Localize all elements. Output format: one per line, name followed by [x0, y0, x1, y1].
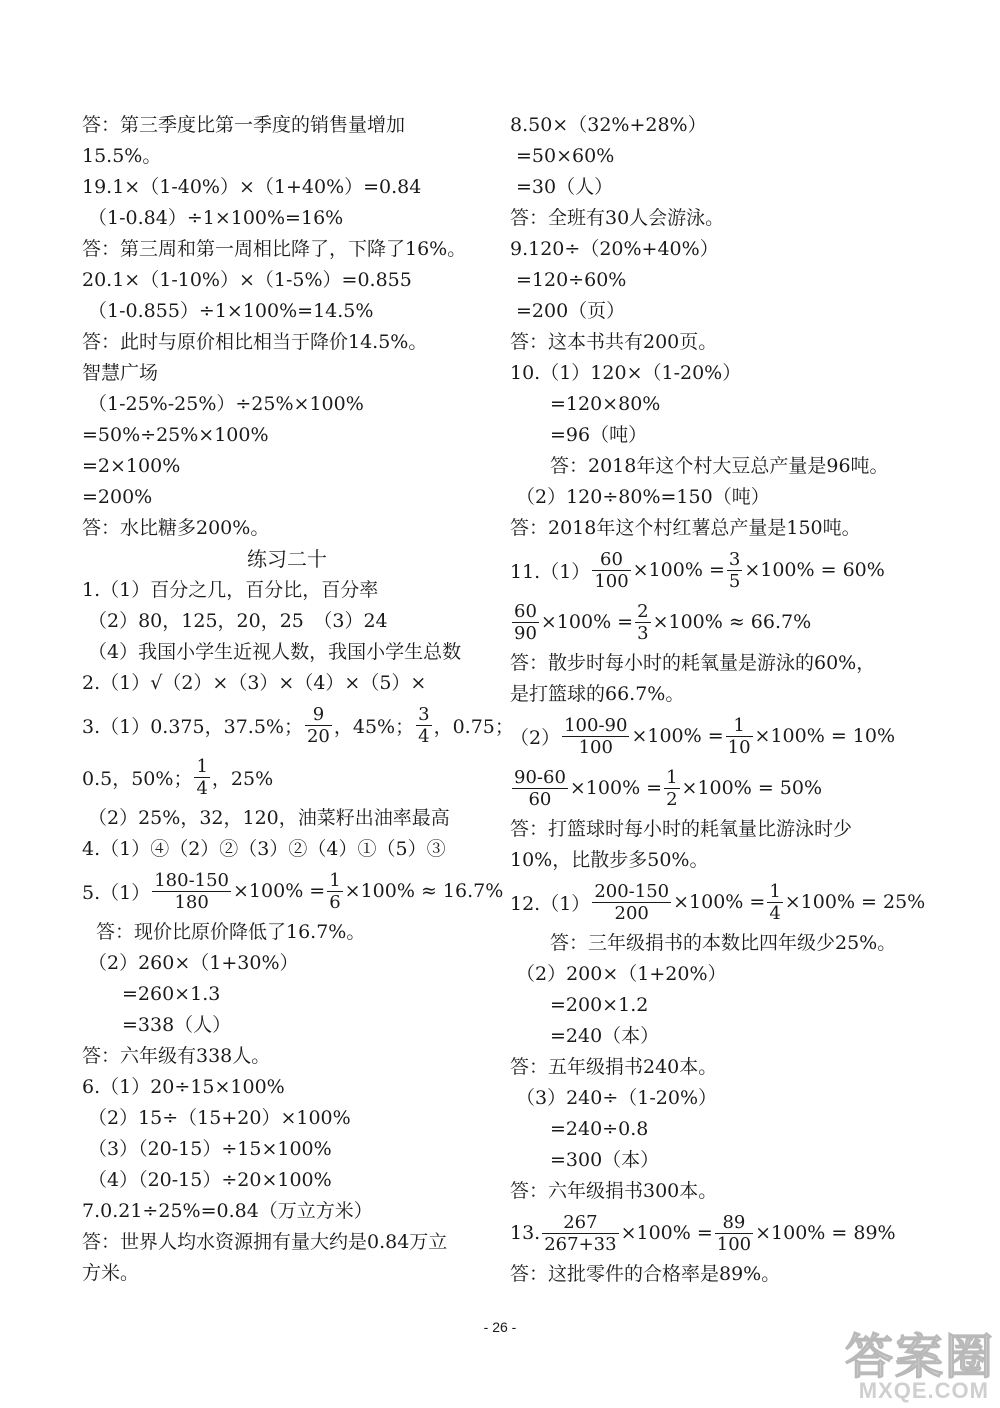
- calc-line: =30（人）: [516, 176, 614, 198]
- answer-line: 答：第三季度比第一季度的销售量增加: [82, 114, 406, 136]
- numerator: 180-150: [154, 869, 230, 891]
- text: ×100% = 25%: [784, 891, 926, 913]
- numerator: 2: [637, 600, 649, 622]
- calc-line: （4）我国小学生近视人数，我国小学生总数: [88, 641, 462, 663]
- calc-line: （3）（20-15）÷15×100%: [88, 1138, 332, 1160]
- answer-line: 答：散步时每小时的耗氧量是游泳的60%，: [510, 652, 876, 674]
- calc-line: =96（吨）: [550, 424, 648, 446]
- left-column: [82, 110, 514, 1289]
- numerator: 1: [666, 766, 678, 788]
- calc-line: （4）（20-15）÷20×100%: [88, 1169, 332, 1191]
- denominator: 5: [728, 570, 741, 592]
- fraction: [416, 704, 431, 747]
- calc-line: （1-0.855）÷1×100%=14.5%: [88, 300, 374, 322]
- calc-line: =50%÷25%×100%: [82, 424, 269, 446]
- denominator: 2: [666, 788, 678, 810]
- problem-19: 19.1×（1-40%）×（1+40%）=0.84: [82, 176, 422, 198]
- text: 11.（1）: [510, 560, 591, 583]
- calc-line: （1-0.84）÷1×100%=16%: [88, 207, 344, 229]
- problem-6: 6.（1）20÷15×100%: [82, 1076, 285, 1098]
- numerator: 267: [563, 1211, 598, 1233]
- problem-20: 20.1×（1-10%）×（1-5%）=0.855: [82, 269, 412, 291]
- right-column: [510, 110, 930, 1290]
- text: ×100% =: [569, 777, 663, 799]
- calc-line: =240÷0.8: [550, 1118, 649, 1140]
- denominator: 6: [329, 891, 341, 913]
- fraction: [726, 715, 753, 758]
- answer-line: 答：2018年这个村大豆总产量是96吨。: [550, 455, 889, 477]
- denominator: 100: [594, 570, 629, 592]
- text: 13.: [510, 1222, 541, 1244]
- denominator: 180: [152, 891, 231, 913]
- problem-5-line: [82, 865, 504, 917]
- denominator: 4: [418, 725, 430, 747]
- section-title: 智慧广场: [82, 362, 159, 384]
- calc-line: =120÷60%: [516, 269, 627, 291]
- numerator: 100-90: [564, 714, 628, 736]
- answer-line: 答：2018年这个村红薯总产量是150吨。: [510, 517, 861, 539]
- text: ，0.75；: [433, 715, 514, 738]
- answer-line: 是打篮球的66.7%。: [510, 683, 685, 705]
- calc-line: （2）80，125，20，25 （3）24: [88, 610, 388, 632]
- text: ，45%；: [333, 715, 415, 738]
- calc-line: （2）200×（1+20%）: [516, 963, 727, 985]
- problem-13-line: [510, 1207, 930, 1259]
- text: ×100% =: [233, 880, 326, 902]
- denominator: 20: [306, 725, 330, 747]
- answer-line: 答：三年级捐书的本数比四年级少25%。: [550, 932, 897, 954]
- fraction: [727, 549, 742, 592]
- calc-line: =240（本）: [550, 1025, 660, 1047]
- answer-line: 答：现价比原价降低了16.7%。: [96, 921, 366, 943]
- watermark-url: MXQE.COM: [858, 1378, 989, 1403]
- text: ×100% =: [632, 559, 725, 581]
- numerator: 60: [514, 600, 537, 622]
- answer-line: 答：这批零件的合格率是89%。: [510, 1263, 781, 1285]
- numerator: 89: [722, 1211, 746, 1233]
- denominator: 100: [716, 1233, 752, 1255]
- fraction: [327, 870, 342, 913]
- watermark-logo: [805, 1318, 995, 1406]
- text: ×100% = 50%: [681, 777, 823, 799]
- text: 5.（1）: [82, 881, 151, 904]
- fraction: [592, 549, 630, 592]
- answer-line: 答：六年级捐书300本。: [510, 1180, 718, 1202]
- denominator: 10: [727, 736, 751, 758]
- fraction: [592, 881, 671, 924]
- text: 3.（1）0.375，37.5%；: [82, 715, 303, 738]
- calc-line: （2）260×（1+30%）: [88, 952, 299, 974]
- denominator: 200: [592, 902, 671, 924]
- answer-line: 答：此时与原价相比相当于降价14.5%。: [82, 331, 428, 353]
- watermark-title: 答案圈: [844, 1329, 995, 1385]
- denominator: 4: [196, 777, 208, 799]
- answer-line: 答：打篮球时每小时的耗氧量比游泳时少: [510, 818, 853, 840]
- answer-line: 答：水比糖多200%。: [82, 517, 270, 539]
- problem-11-line-1: [510, 544, 930, 596]
- answer-line: 答：五年级捐书240本。: [510, 1056, 718, 1078]
- denominator: 3: [637, 622, 649, 644]
- text: （2）: [510, 726, 561, 749]
- answer-line: 答：六年级有338人。: [82, 1045, 271, 1067]
- text: ×100% = 89%: [755, 1222, 896, 1244]
- problem-2: 2.（1）√（2）×（3）×（4）×（5）×: [82, 672, 427, 694]
- numerator: 200-150: [594, 880, 670, 902]
- numerator: 3: [418, 703, 430, 725]
- problem-9: 9.120÷（20%+40%）: [510, 238, 719, 260]
- calc-line: （2）15÷（15+20）×100%: [88, 1107, 351, 1129]
- answer-line: 15.5%。: [82, 145, 162, 167]
- denominator: 60: [512, 788, 568, 810]
- text: ×100% =: [620, 1222, 713, 1244]
- fraction: [542, 1212, 618, 1255]
- calc-line: =120×80%: [550, 393, 661, 415]
- problem-10: 10.（1）120×（1-20%）: [510, 362, 742, 384]
- answer-line: 10%，比散步多50%。: [510, 849, 709, 871]
- problem-3-line-1: [82, 699, 514, 751]
- exercise-heading: 练习二十: [247, 547, 327, 571]
- text: ×100% ≈ 66.7%: [652, 611, 812, 633]
- fraction: [715, 1212, 753, 1255]
- text: ×100% =: [540, 611, 634, 633]
- calc-line: =200（页）: [516, 300, 626, 322]
- numerator: 1: [196, 755, 208, 777]
- calc-line: =338（人）: [122, 1014, 232, 1036]
- calc-line: =300（本）: [550, 1149, 660, 1171]
- problem-11-line-4: [510, 762, 930, 814]
- fraction: [767, 881, 782, 924]
- fraction: [512, 601, 539, 644]
- text: ×100% =: [631, 725, 724, 747]
- numerator: 60: [600, 548, 623, 570]
- problem-11-line-3: [510, 710, 930, 762]
- calc-line: =200×1.2: [550, 994, 649, 1016]
- fraction: [562, 715, 629, 758]
- calc-line: （2）25%，32，120，油菜籽出油率最高: [88, 807, 450, 829]
- answer-line: 答：这本书共有200页。: [510, 331, 718, 353]
- calc-line: =200%: [82, 486, 153, 508]
- calc-line: =260×1.3: [122, 983, 221, 1005]
- text: 0.5，50%；: [82, 767, 193, 790]
- numerator: 1: [733, 714, 745, 736]
- page-number: - 26 -: [483, 1319, 517, 1335]
- text: ×100% ≈ 16.7%: [344, 880, 504, 902]
- numerator: 1: [769, 880, 781, 902]
- numerator: 1: [329, 869, 341, 891]
- text: ×100% =: [673, 891, 766, 913]
- fraction: [152, 870, 231, 913]
- text: ×100% = 60%: [744, 559, 885, 581]
- numerator: 3: [728, 548, 741, 570]
- calc-line: （3）240÷（1-20%）: [516, 1087, 718, 1109]
- fraction: [664, 767, 679, 810]
- problem-1: 1.（1）百分之几，百分比，百分率: [82, 579, 379, 601]
- answer-line: 方米。: [82, 1262, 140, 1284]
- problem-7: 7.0.21÷25%=0.84（万立方米）: [82, 1200, 373, 1222]
- problem-4: 4.（1）④（2）②（3）②（4）①（5）③: [82, 838, 446, 860]
- numerator: 90-60: [514, 766, 566, 788]
- answer-line: 答：世界人均水资源拥有量大约是0.84万立: [82, 1231, 448, 1253]
- text: ×100% = 10%: [754, 725, 896, 747]
- denominator: 4: [769, 902, 781, 924]
- denominator: 90: [514, 622, 537, 644]
- fraction: [194, 756, 209, 799]
- answer-line: 答：全班有30人会游泳。: [510, 207, 725, 229]
- answer-line: 答：第三周和第一周相比降了，下降了16%。: [82, 238, 467, 260]
- calc-line: =2×100%: [82, 455, 181, 477]
- fraction: [512, 767, 568, 810]
- problem-8: 8.50×（32%+28%）: [510, 114, 707, 136]
- fraction: [635, 601, 650, 644]
- text: 12.（1）: [510, 892, 591, 915]
- calc-line: （2）120÷80%=150（吨）: [516, 486, 770, 508]
- numerator: 9: [312, 703, 325, 725]
- text: ，25%: [211, 767, 274, 790]
- calc-line: （1-25%-25%）÷25%×100%: [88, 393, 364, 415]
- problem-12-line: [510, 876, 930, 928]
- problem-3-line-2: [82, 751, 492, 803]
- denominator: 267+33: [544, 1233, 617, 1255]
- fraction: [305, 704, 332, 747]
- problem-11-line-2: [510, 596, 930, 648]
- denominator: 100: [562, 736, 629, 758]
- calc-line: =50×60%: [516, 145, 615, 167]
